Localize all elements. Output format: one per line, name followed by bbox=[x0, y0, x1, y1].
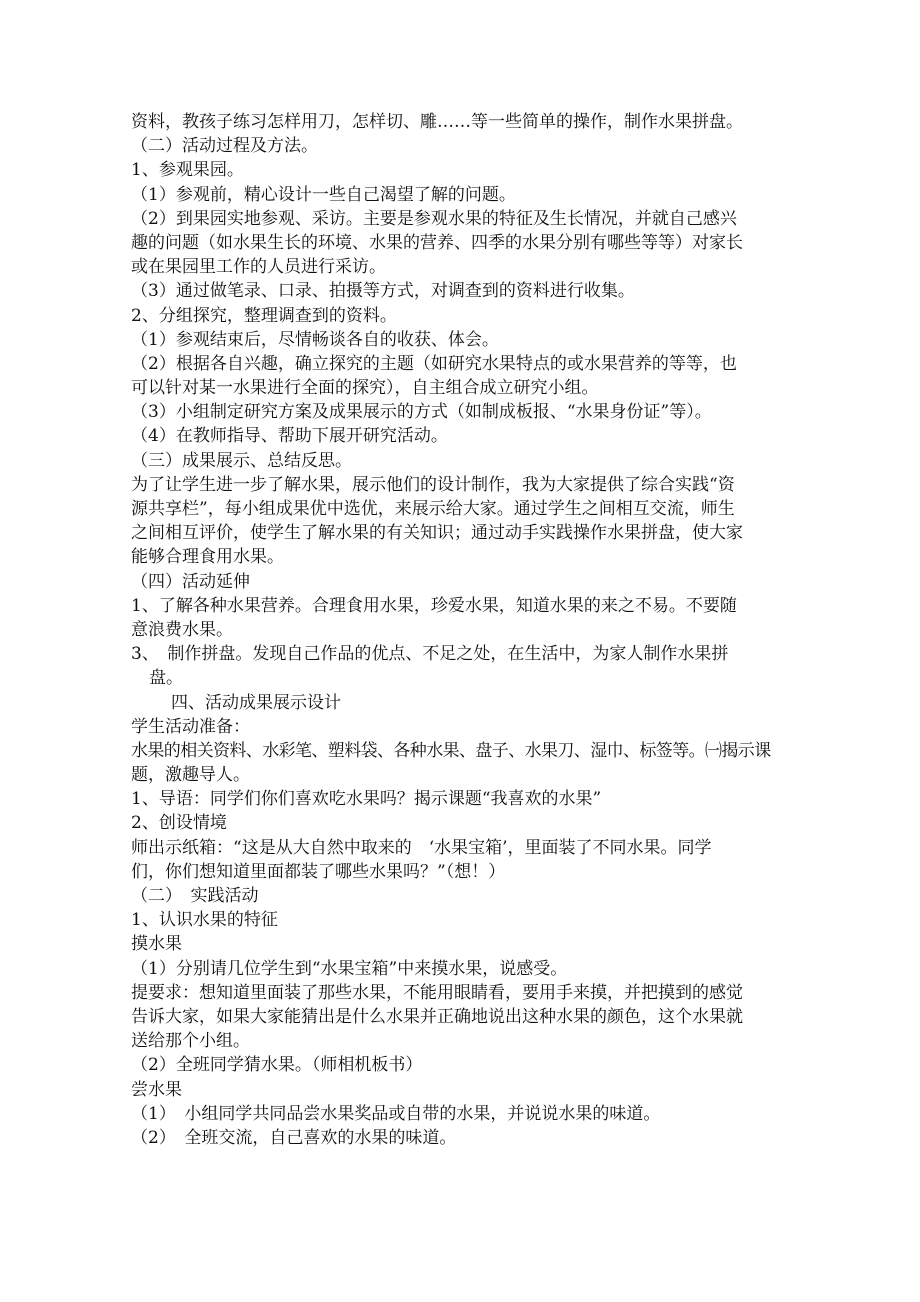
text-line: （2） 全班交流，自己喜欢的水果的味道。 bbox=[131, 1127, 457, 1148]
text-line: （1）分别请几位学生到“水果宝箱”中来摸水果，说感受。 bbox=[131, 958, 568, 979]
text-line: 1、认识水果的特征 bbox=[131, 910, 278, 931]
text-line: 提要求：想知道里面装了那些水果，不能用眼睛看，要用手来摸，并把摸到的感觉 bbox=[131, 982, 743, 1003]
text-line: 2、分组探究，整理调查到的资料。 bbox=[131, 305, 397, 326]
text-line: 水果的相关资料、水彩笔、塑料袋、各种水果、盘子、水果刀、湿巾、标签等。㈠揭示课 bbox=[131, 740, 771, 761]
text-line: （3）小组制定研究方案及成果展示的方式（如制成板报、“水果身份证”等）。 bbox=[131, 402, 712, 423]
text-line: （2）根据各自兴趣，确立探究的主题（如研究水果特点的或水果营养的等等，也 bbox=[131, 353, 737, 374]
text-line: 1、导语：同学们你们喜欢吃水果吗？揭示课题“我喜欢的水果” bbox=[131, 789, 602, 810]
text-line: （4）在教师指导、帮助下展开研究活动。 bbox=[131, 426, 448, 447]
text-line: 尝水果 bbox=[131, 1079, 182, 1100]
text-line: 意浪费水果。 bbox=[131, 619, 233, 640]
text-line: 告诉大家，如果大家能猜出是什么水果并正确地说出这种水果的颜色，这个水果就 bbox=[131, 1006, 743, 1027]
text-line: （1）参观结束后，尽情畅谈各自的收获、体会。 bbox=[131, 329, 499, 350]
text-line: 源共享栏”，每小组成果优中选优，来展示给大家。通过学生之间相互交流，师生 bbox=[131, 499, 735, 519]
text-line: 们，你们想知道里面都装了哪些水果吗？”（想！） bbox=[131, 861, 506, 882]
text-line: （1） 小组同学共同品尝水果奖品或自带的水果，并说说水果的味道。 bbox=[131, 1103, 661, 1124]
section-heading: （二） 实践活动 bbox=[131, 886, 259, 906]
text-line: （2）全班同学猜水果。（师相机板书） bbox=[131, 1055, 423, 1076]
text-line: 可以针对某一水果进行全面的探究），自主组合成立研究小组。 bbox=[131, 378, 599, 399]
text-line: 送给那个小组。 bbox=[131, 1031, 250, 1052]
text-line: 或在果园里工作的人员进行采访。 bbox=[131, 257, 386, 278]
text-line: （3）通过做笔录、口录、拍摄等方式，对调查到的资料进行收集。 bbox=[131, 281, 635, 302]
text-line: 之间相互评价，使学生了解水果的有关知识；通过动手实践操作水果拼盘，使大家 bbox=[131, 523, 743, 544]
text-line: 为了让学生进一步了解水果，展示他们的设计制作，我为大家提供了综合实践“资 bbox=[131, 474, 735, 495]
text-line: （2）到果园实地参观、采访。主要是参观水果的特征及生长情况，并就自己感兴 bbox=[131, 208, 737, 229]
text-line: 师出示纸箱：“这是从大自然中取来的 ‘水果宝箱’，里面装了不同水果。同学 bbox=[131, 837, 712, 858]
text-line: 盘。 bbox=[149, 668, 183, 689]
text-line: 趣的问题（如水果生长的环境、水果的营养、四季的水果分别有哪些等等）对家长 bbox=[131, 232, 743, 253]
text-line: 学生活动准备： bbox=[131, 716, 250, 737]
text-line: 能够合理食用水果。 bbox=[131, 547, 284, 568]
text-line: 摸水果 bbox=[131, 934, 182, 955]
text-line: 1、了解各种水果营养。合理食用水果，珍爱水果，知道水果的来之不易。不要随 bbox=[131, 595, 737, 616]
text-line: 1、参观果园。 bbox=[131, 160, 244, 181]
section-heading: 四、活动成果展示设计 bbox=[171, 692, 341, 713]
text-line: 2、创设情境 bbox=[131, 813, 227, 834]
text-line: 3、 制作拼盘。发现自己作品的优点、不足之处，在生活中，为家人制作水果拼 bbox=[131, 644, 729, 665]
text-line: 题，激趣导人。 bbox=[131, 765, 250, 786]
section-heading: （四）活动延伸 bbox=[131, 571, 250, 592]
text-line: （1）参观前，精心设计一些自己渴望了解的问题。 bbox=[131, 184, 516, 205]
section-heading: （三）成果展示、总结反思。 bbox=[131, 450, 352, 471]
section-heading: （二）活动过程及方法。 bbox=[131, 136, 318, 157]
text-line: 资料，教孩子练习怎样用刀，怎样切、雕……等一些简单的操作，制作水果拼盘。 bbox=[131, 112, 743, 132]
document-body bbox=[131, 110, 803, 1150]
